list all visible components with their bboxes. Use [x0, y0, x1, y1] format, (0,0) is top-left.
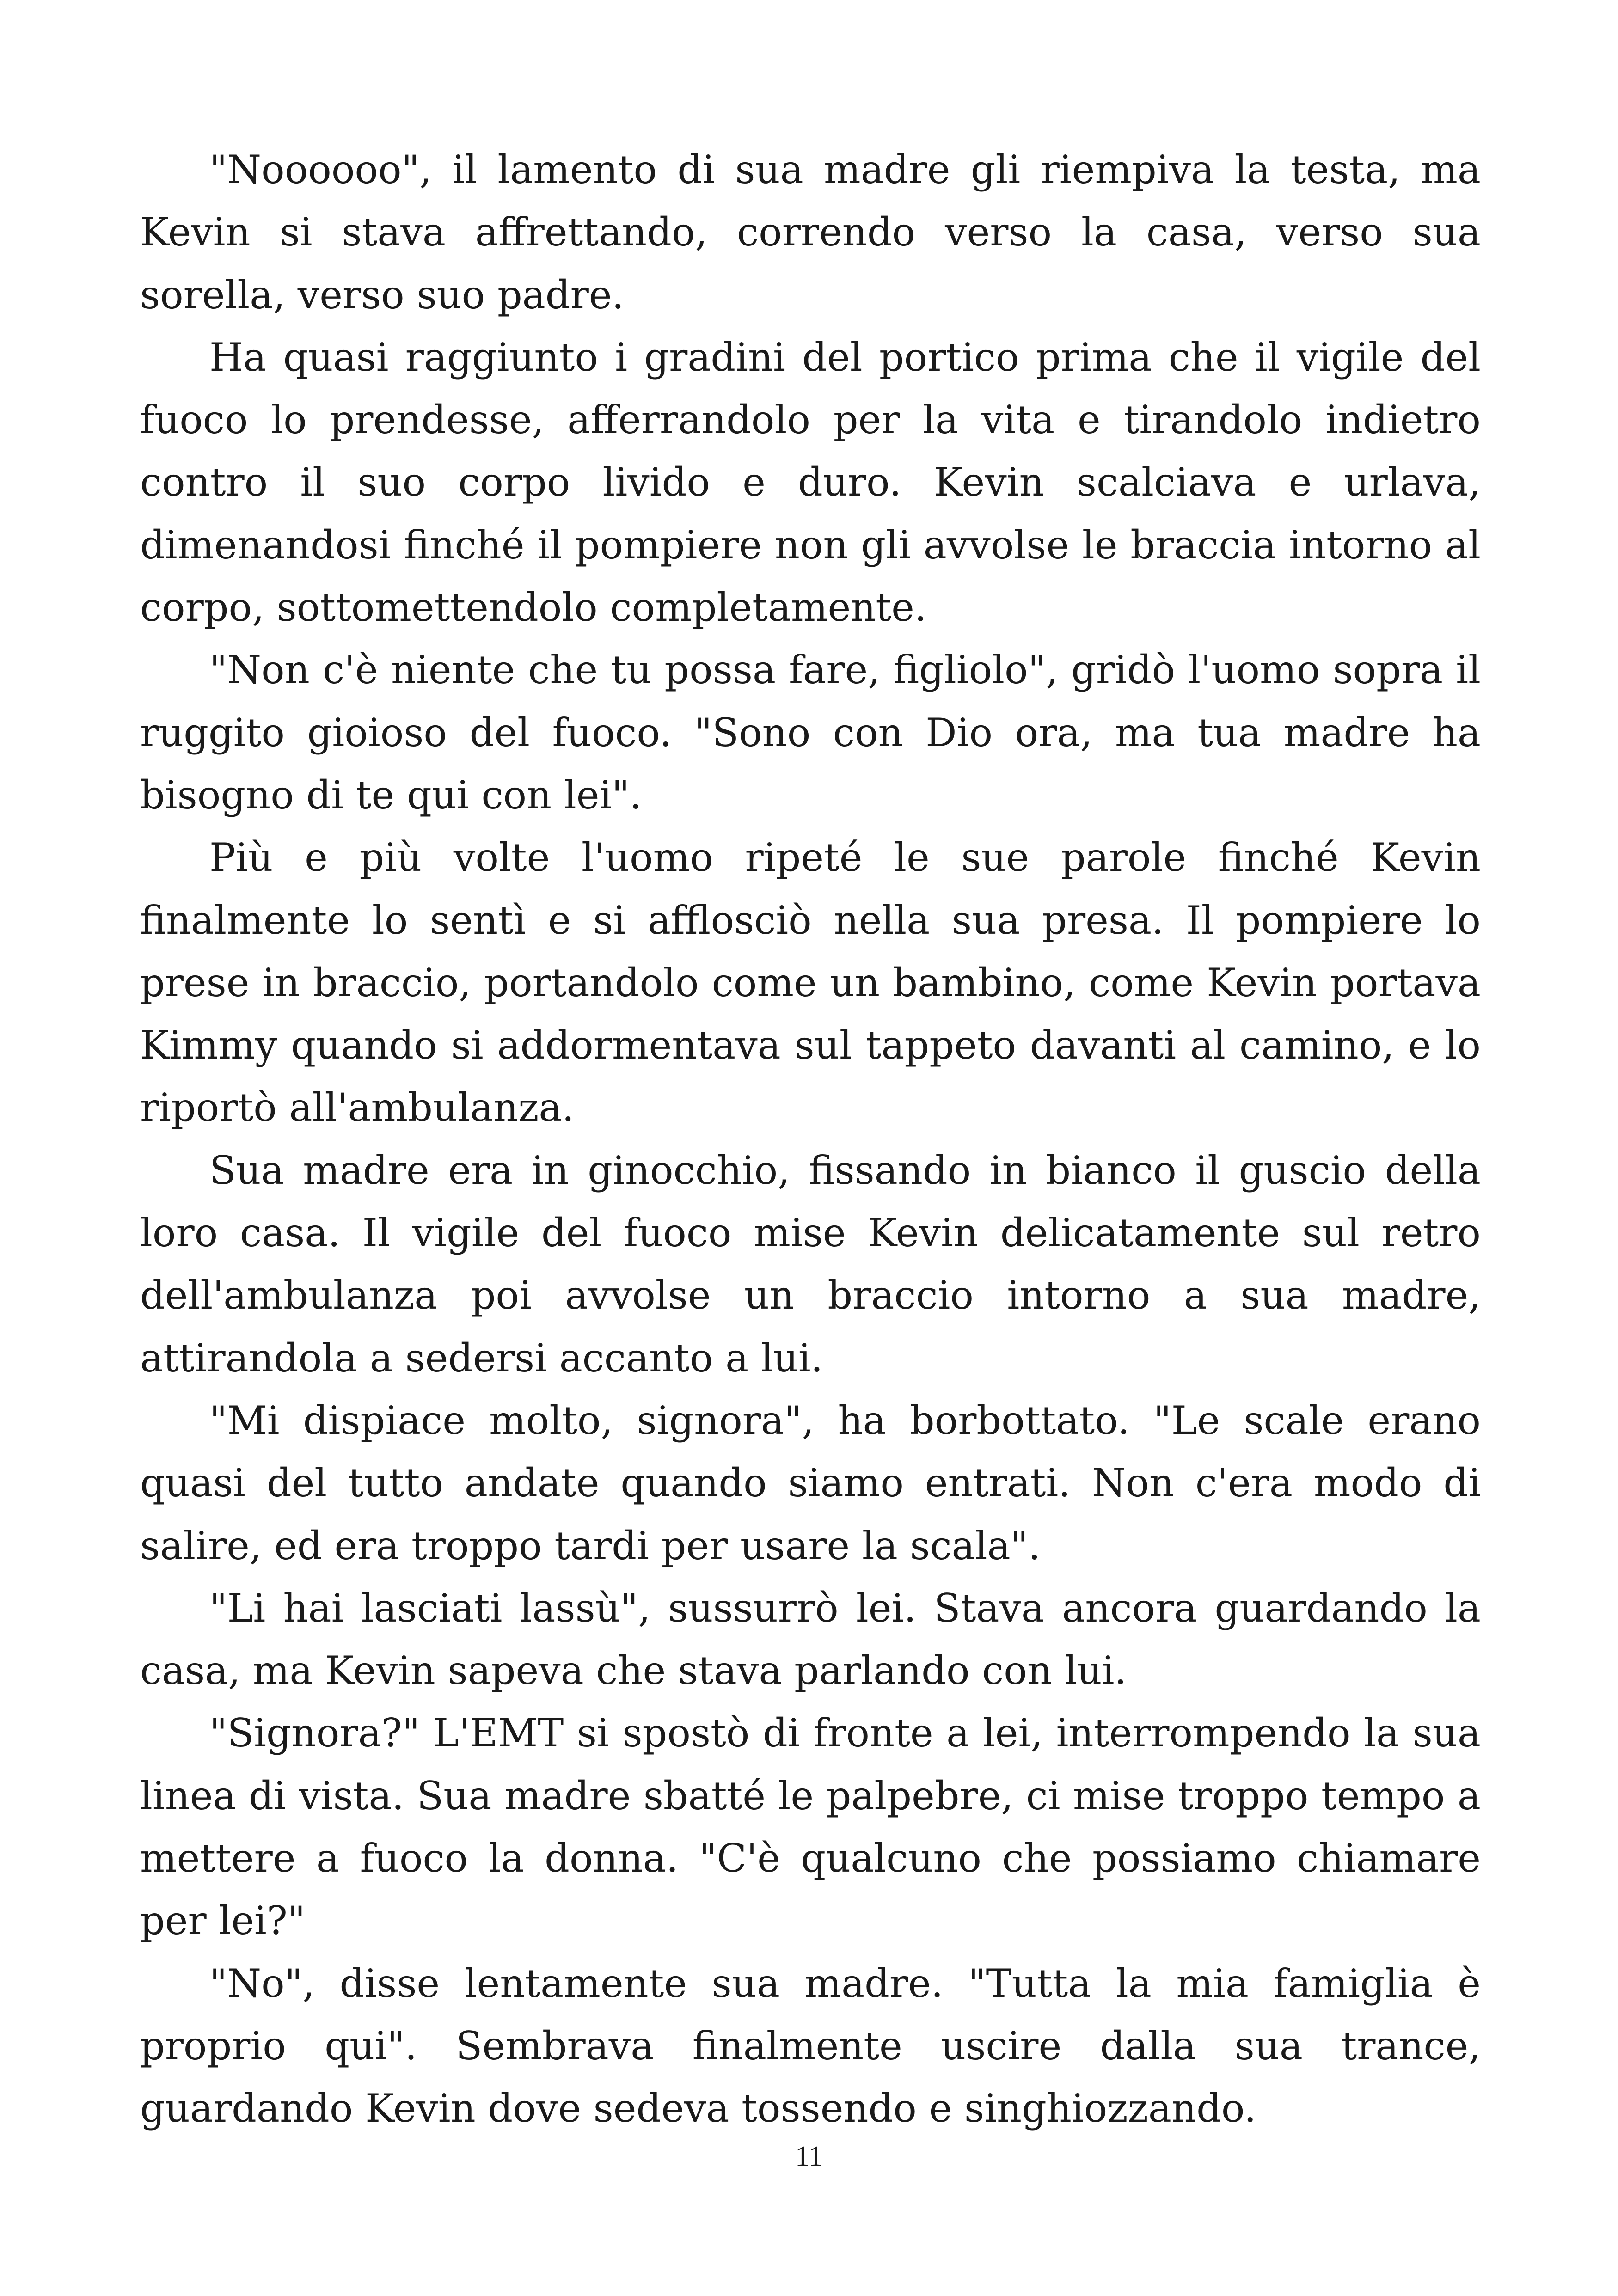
paragraph: Più e più volte l'uomo ripeté le sue parole finché Kevin finalmente lo sentì e si afflosciò nella sua presa. Il pompiere lo prese in braccio, portandolo come un bambino, come Kevin portava Kimmy quando si addormentava sul tappeto davanti al camino, e lo riportò all'ambulanza. — [140, 835, 1481, 1131]
body-text — [140, 139, 1481, 2140]
paragraph: "Noooooo", il lamento di sua madre gli riempiva la testa, ma Kevin si stava affrettando, correndo verso la casa, verso sua sorella, verso suo padre. — [140, 147, 1481, 318]
page-number: 11 — [795, 2141, 823, 2172]
paragraph: "Signora?" L'EMT si spostò di fronte a lei, interrompendo la sua linea di vista. Sua madre sbatté le palpebre, ci mise troppo tempo a mettere a fuoco la donna. "C'è qualcuno che possiamo chiamare per lei?" — [140, 1710, 1481, 1944]
paragraph: Ha quasi raggiunto i gradini del portico prima che il vigile del fuoco lo prendesse, afferrandolo per la vita e tirandolo indietro contro il suo corpo livido e duro. Kevin scalciava e urlava, dimenandosi finché il pompiere non gli avvolse le braccia intorno al corpo, sottomettendolo completamente. — [140, 334, 1481, 631]
paragraph: "Li hai lasciati lassù", sussurrò lei. Stava ancora guardando la casa, ma Kevin sapeva che stava parlando con lui. — [140, 1585, 1481, 1694]
paragraph: "Non c'è niente che tu possa fare, figliolo", gridò l'uomo sopra il ruggito gioioso del fuoco. "Sono con Dio ora, ma tua madre ha bisogno di te qui con lei". — [140, 647, 1481, 818]
paragraph: Sua madre era in ginocchio, fissando in bianco il guscio della loro casa. Il vigile del fuoco mise Kevin delicatamente sul retro dell'ambulanza poi avvolse un braccio intorno a sua madre, attirandola a sedersi accanto a lui. — [140, 1147, 1481, 1381]
paragraph: "Mi dispiace molto, signora", ha borbottato. "Le scale erano quasi del tutto andate quando siamo entrati. Non c'era modo di salire, ed era troppo tardi per usare la scala". — [140, 1397, 1481, 1568]
paragraph: "No", disse lentamente sua madre. "Tutta la mia famiglia è proprio qui". Sembrava finalmente uscire dalla sua trance, guardando Kevin dove sedeva tossendo e singhiozzando. — [140, 1960, 1481, 2131]
